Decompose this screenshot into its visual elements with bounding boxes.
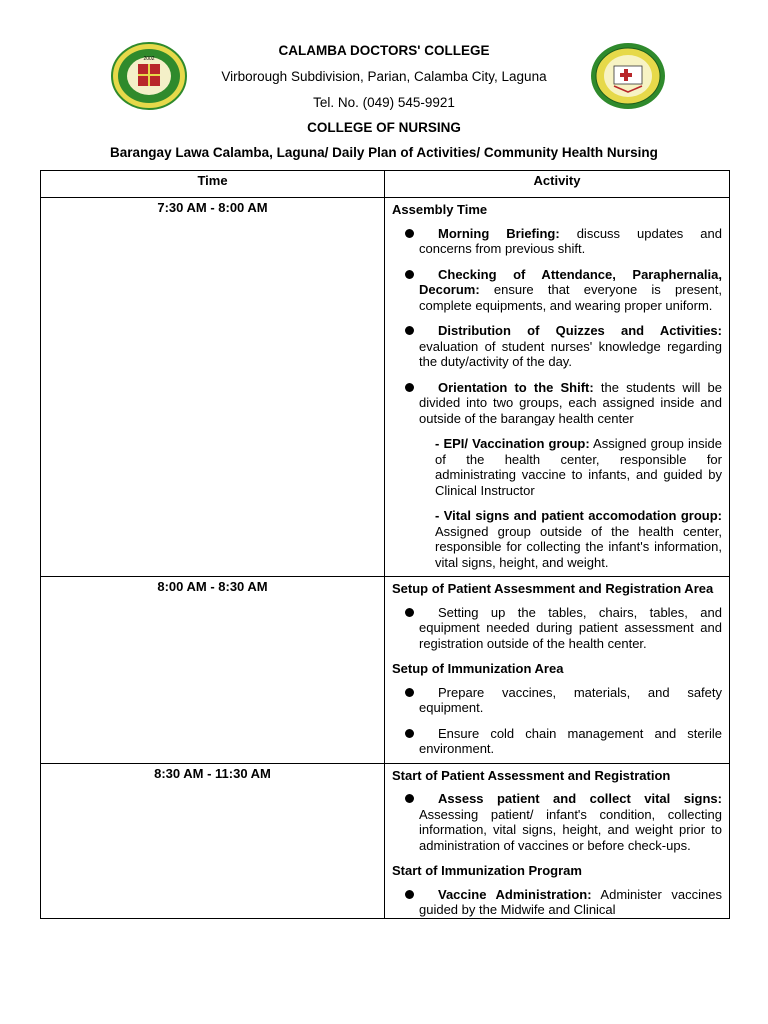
- bullet-icon: [405, 688, 414, 697]
- activity-cell: [385, 763, 730, 918]
- table-row: [41, 763, 730, 918]
- college-name: CALAMBA DOCTORS' COLLEGE: [278, 43, 490, 58]
- bullet-icon: [405, 794, 414, 803]
- time-cell: 8:00 AM - 8:30 AM: [41, 577, 385, 764]
- time-cell: 8:30 AM - 11:30 AM: [41, 763, 385, 918]
- sub-item: - Vital signs and patient accomodation group: Assigned group outside of the health center, responsible for collecting the infant's information, vital signs, height, and weight.: [435, 508, 722, 570]
- section-heading: Assembly Time: [392, 202, 488, 217]
- bullet-icon: [405, 270, 414, 279]
- list-item: Prepare vaccines, materials, and safety equipment.: [419, 685, 722, 716]
- column-header-time: Time: [41, 171, 385, 198]
- activity-cell: [385, 198, 730, 577]
- list-item: Setting up the tables, chairs, tables, and equipment needed during patient assessment and registration outside of the health center.: [419, 605, 722, 652]
- bullet-icon: [405, 608, 414, 617]
- list-item: Vaccine Administration: Administer vaccines guided by the Midwife and Clinical: [419, 887, 722, 918]
- college-telephone: Tel. No. (049) 545-9921: [313, 95, 455, 110]
- time-cell: 7:30 AM - 8:00 AM: [41, 198, 385, 577]
- bullet-icon: [405, 383, 414, 392]
- list-item: Checking of Attendance, Paraphernalia, Decorum: ensure that everyone is present, complete equipments, and wearing proper uniform.: [419, 267, 722, 314]
- section-heading: Setup of Patient Assesmment and Registration Area: [392, 581, 714, 596]
- section-heading: Setup of Immunization Area: [392, 661, 564, 676]
- bullet-icon: [405, 729, 414, 738]
- table-header-row: [41, 171, 730, 198]
- list-item: Orientation to the Shift: the students will be divided into two groups, each assigned inside and outside of the barangay health center: [419, 380, 722, 427]
- bullet-icon: [405, 326, 414, 335]
- table-row: [41, 577, 730, 764]
- department-name: COLLEGE OF NURSING: [307, 120, 461, 135]
- bullet-icon: [405, 890, 414, 899]
- list-item: Ensure cold chain management and sterile environment.: [419, 726, 722, 757]
- activity-cell: [385, 577, 730, 764]
- document-subtitle: Barangay Lawa Calamba, Laguna/ Daily Plan of Activities/ Community Health Nursing: [110, 145, 658, 160]
- daily-plan-table: [40, 170, 730, 919]
- document-header: [0, 0, 768, 170]
- list-item: Distribution of Quizzes and Activities: evaluation of student nurses' knowledge regarding the duty/activity of the day.: [419, 323, 722, 370]
- list-item: Morning Briefing: discuss updates and concerns from previous shift.: [419, 226, 722, 257]
- section-heading: Start of Immunization Program: [392, 863, 582, 878]
- sub-item: - EPI/ Vaccination group: Assigned group inside of the health center, responsible for administrating vaccine to infants, and guided by Clinical Instructor: [435, 436, 722, 498]
- college-address: Virborough Subdivision, Parian, Calamba City, Laguna: [221, 69, 547, 84]
- section-heading: Start of Patient Assessment and Registration: [392, 767, 671, 783]
- table-row: [41, 198, 730, 577]
- nursing-seal-logo: [590, 42, 666, 110]
- svg-text:2002: 2002: [143, 56, 155, 62]
- column-header-activity: Activity: [385, 171, 730, 198]
- list-item: Assess patient and collect vital signs: Assessing patient/ infant's condition, collecting information, vital signs, height, and weight prior to administration of vaccines or before check-ups.: [419, 791, 722, 853]
- bullet-icon: [405, 229, 414, 238]
